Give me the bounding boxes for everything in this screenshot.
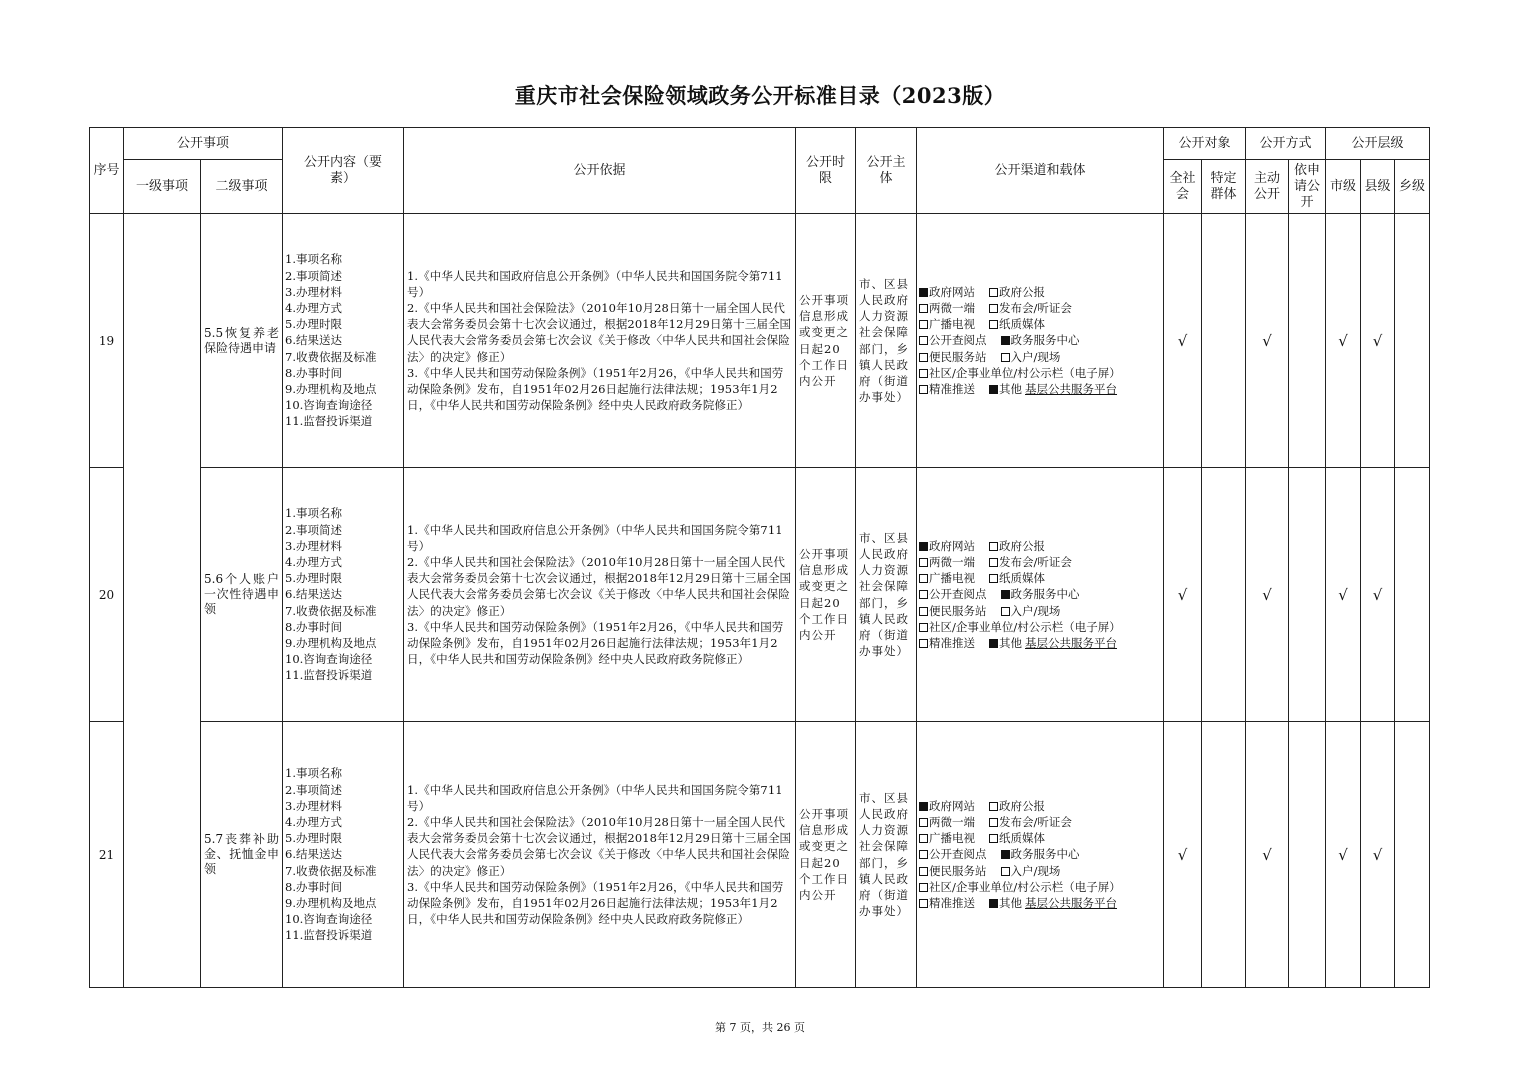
channel-option (1001, 863, 1061, 879)
check-target-all: √ (1164, 722, 1202, 988)
channel-label: 纸质媒体 (999, 317, 1046, 332)
check-target-specific (1202, 214, 1246, 468)
checked-box-icon (919, 288, 928, 297)
content-element: 8.办事时间 (285, 619, 342, 634)
channel-row (919, 300, 1163, 316)
checkbox-icon (989, 574, 998, 583)
content-element: 6.结果送达 (285, 587, 342, 602)
disclosure-time-limit: 公开事项信息形成或变更之日起20个工作日内公开 (796, 722, 856, 988)
check-level-town (1395, 214, 1430, 468)
table-row (90, 468, 1430, 722)
header-seq: 序号 (90, 128, 124, 214)
channel-option (919, 830, 975, 846)
content-element: 1.事项名称 (285, 766, 342, 781)
checked-box-icon (1001, 336, 1010, 345)
channel-row (919, 332, 1163, 348)
channel-option (1001, 846, 1080, 862)
channel-label: 两微一端 (929, 814, 976, 829)
checkbox-icon (919, 607, 928, 616)
checked-box-icon (989, 385, 998, 394)
disclosure-time-limit: 公开事项信息形成或变更之日起20个工作日内公开 (796, 214, 856, 468)
content-element: 9.办理机构及地点 (285, 896, 377, 910)
channel-label: 政府网站 (929, 284, 976, 299)
channel-option (989, 284, 1045, 300)
content-element: 7.收费依据及标准 (285, 603, 377, 618)
checkbox-icon (919, 867, 928, 876)
disclosure-channels (917, 468, 1164, 722)
channel-row (919, 586, 1163, 602)
check-method-active: √ (1246, 468, 1289, 722)
table-row (90, 214, 1430, 468)
channel-label: 公开查阅点 (929, 333, 987, 348)
channel-option (919, 895, 975, 911)
checkbox-icon (919, 385, 928, 394)
channel-label: 政务服务中心 (1010, 587, 1080, 602)
channel-option (989, 381, 1117, 397)
checkbox-icon (919, 623, 928, 632)
content-element: 5.办理时限 (285, 831, 342, 846)
check-level-county: √ (1361, 722, 1395, 988)
channel-label: 公开查阅点 (929, 587, 987, 602)
channel-label: 社区/企事业单位/村公示栏（电子屏） (929, 619, 1121, 634)
checkbox-icon (919, 574, 928, 583)
channel-label: 精准推送 (929, 636, 976, 650)
checkbox-icon (989, 288, 998, 297)
checkbox-icon (919, 558, 928, 567)
content-element: 3.办理材料 (285, 538, 342, 553)
row-seq: 21 (90, 722, 124, 988)
checkbox-icon (989, 558, 998, 567)
channel-label: 政府公报 (999, 798, 1046, 813)
content-element: 1.事项名称 (285, 506, 342, 521)
channel-label: 社区/企事业单位/村公示栏（电子屏） (929, 365, 1121, 380)
checkbox-icon (989, 304, 998, 313)
page-title: 重庆市社会保险领域政务公开标准目录（2023版） (514, 83, 1006, 108)
check-method-active: √ (1246, 214, 1289, 468)
channel-option (919, 603, 987, 619)
channel-option (919, 570, 975, 586)
check-level-city: √ (1326, 214, 1361, 468)
channel-label: 公开查阅点 (929, 847, 987, 862)
legal-basis: 1.《中华人民共和国政府信息公开条例》（中华人民共和国国务院令第711号） 2.《中华人民共和国社会保险法》（2010年10月28日第十一届全国人民代表大会常务委员会第十七次会议通过，根据2018年12月29日第十三届全国人民代表大会常务委员会第七次会议《关于修改〈中华人民共和国社会保险法〉的决定》修正） 3.《中华人民共和国劳动保险条例》（1951年2月26，《中华人民共和国劳动保险条例》发布，自1951年02月26日起施行法律法规；1953年1月2日，《中华人民共和国劳动保险条例》经中央人民政府政务院修正） (404, 214, 796, 468)
channel-label: 入户/现场 (1010, 863, 1061, 878)
checked-box-icon (1001, 850, 1010, 859)
header-target-all: 全社会 (1164, 160, 1202, 214)
channel-label: 广播电视 (929, 317, 976, 332)
channel-option (919, 798, 975, 814)
channel-label: 精准推送 (929, 382, 976, 396)
content-elements (283, 214, 404, 468)
channel-row (919, 365, 1163, 381)
channel-label: 其他 (999, 636, 1023, 650)
table-row (90, 722, 1430, 988)
check-target-specific (1202, 468, 1246, 722)
checkbox-icon (989, 834, 998, 843)
checked-box-icon (989, 899, 998, 908)
check-level-town (1395, 722, 1430, 988)
channel-label: 社区/企事业单位/村公示栏（电子屏） (929, 879, 1121, 894)
channel-option (919, 316, 975, 332)
channel-label: 广播电视 (929, 571, 976, 586)
channel-option (1001, 586, 1080, 602)
checkbox-icon (919, 834, 928, 843)
content-element: 6.结果送达 (285, 847, 342, 862)
header-level1: 一级事项 (124, 160, 201, 214)
channel-row (919, 895, 1163, 911)
channel-option (1001, 332, 1080, 348)
header-content: 公开内容（要素） (283, 128, 404, 214)
content-element: 10.咨询查询途径 (285, 398, 373, 413)
check-level-county: √ (1361, 214, 1395, 468)
channel-option (919, 365, 1121, 381)
legal-basis: 1.《中华人民共和国政府信息公开条例》（中华人民共和国国务院令第711号） 2.《中华人民共和国社会保险法》（2010年10月28日第十一届全国人民代表大会常务委员会第十七次会议通过，根据2018年12月29日第十三届全国人民代表大会常务委员会第七次会议《关于修改〈中华人民共和国社会保险法〉的决定》修正） 3.《中华人民共和国劳动保险条例》（1951年2月26，《中华人民共和国劳动保险条例》发布，自1951年02月26日起施行法律法规；1953年1月2日，《中华人民共和国劳动保险条例》经中央人民政府政务院修正） (404, 468, 796, 722)
channel-option (989, 798, 1045, 814)
channel-option (989, 895, 1117, 911)
channel-label: 政府公报 (999, 538, 1046, 553)
check-method-apply (1289, 722, 1326, 988)
channel-label: 便民服务站 (929, 863, 987, 878)
channel-option (1001, 349, 1061, 365)
content-element: 4.办理方式 (285, 814, 342, 829)
channel-option (1001, 603, 1061, 619)
check-method-active: √ (1246, 722, 1289, 988)
channel-option (919, 846, 987, 862)
content-element: 4.办理方式 (285, 300, 342, 315)
channel-option (919, 554, 975, 570)
channel-option (919, 349, 987, 365)
checkbox-icon (919, 850, 928, 859)
channel-label: 两微一端 (929, 300, 976, 315)
checkbox-icon (919, 353, 928, 362)
checkbox-icon (989, 542, 998, 551)
header-level-county: 县级 (1361, 160, 1395, 214)
channel-row (919, 863, 1163, 879)
content-element: 3.办理材料 (285, 284, 342, 299)
checkbox-icon (919, 590, 928, 599)
channel-row (919, 603, 1163, 619)
checkbox-icon (919, 899, 928, 908)
content-element: 11.监督投诉渠道 (285, 414, 373, 429)
content-element: 11.监督投诉渠道 (285, 928, 373, 943)
row-seq: 20 (90, 468, 124, 722)
check-method-apply (1289, 468, 1326, 722)
channel-label: 政务服务中心 (1010, 847, 1080, 862)
catalog-table (89, 127, 1430, 988)
header-method-apply: 依申请公开 (1289, 160, 1326, 214)
check-target-all: √ (1164, 468, 1202, 722)
channel-label: 政府公报 (999, 284, 1046, 299)
checkbox-icon (1001, 867, 1010, 876)
content-element: 11.监督投诉渠道 (285, 668, 373, 683)
checkbox-icon (919, 639, 928, 648)
level2-item: 5.7丧葬补助金、抚恤金申领 (201, 722, 283, 988)
checkbox-icon (989, 320, 998, 329)
channel-other-text: 基层公共服务平台 (1025, 636, 1118, 650)
disclosure-subject: 市、区县人民政府人力资源社会保障部门，乡镇人民政府（街道办事处） (856, 214, 917, 468)
check-level-city: √ (1326, 468, 1361, 722)
channel-row (919, 349, 1163, 365)
check-target-all: √ (1164, 214, 1202, 468)
channel-row (919, 570, 1163, 586)
checkbox-icon (989, 818, 998, 827)
header-level: 公开层级 (1326, 128, 1430, 160)
content-element: 4.办理方式 (285, 554, 342, 569)
channel-option (989, 554, 1072, 570)
channel-option (919, 586, 987, 602)
channel-label: 发布会/听证会 (999, 814, 1072, 829)
checked-box-icon (919, 802, 928, 811)
channel-label: 入户/现场 (1010, 603, 1061, 618)
header-level-city: 市级 (1326, 160, 1361, 214)
channel-row (919, 284, 1163, 300)
channel-row (919, 846, 1163, 862)
disclosure-time-limit: 公开事项信息形成或变更之日起20个工作日内公开 (796, 468, 856, 722)
header-method-active: 主动公开 (1246, 160, 1289, 214)
checkbox-icon (1001, 353, 1010, 362)
channel-row (919, 879, 1163, 895)
channel-label: 政府网站 (929, 798, 976, 813)
header-subject: 公开主体 (856, 128, 917, 214)
header-level2: 二级事项 (201, 160, 283, 214)
check-target-specific (1202, 722, 1246, 988)
header-level-town: 乡级 (1395, 160, 1430, 214)
check-level-city: √ (1326, 722, 1361, 988)
channel-label: 发布会/听证会 (999, 554, 1072, 569)
channel-label: 两微一端 (929, 554, 976, 569)
channel-label: 便民服务站 (929, 603, 987, 618)
channel-label: 其他 (999, 382, 1023, 396)
disclosure-subject: 市、区县人民政府人力资源社会保障部门，乡镇人民政府（街道办事处） (856, 468, 917, 722)
row-seq: 19 (90, 214, 124, 468)
channel-option (919, 300, 975, 316)
channel-row (919, 554, 1163, 570)
content-element: 9.办理机构及地点 (285, 636, 377, 650)
channel-row (919, 538, 1163, 554)
header-time: 公开时限 (796, 128, 856, 214)
channel-row (919, 316, 1163, 332)
checkbox-icon (919, 320, 928, 329)
channel-option (989, 538, 1045, 554)
check-level-county: √ (1361, 468, 1395, 722)
checked-box-icon (1001, 590, 1010, 599)
channel-label: 便民服务站 (929, 349, 987, 364)
channel-option (989, 635, 1117, 651)
content-element: 10.咨询查询途径 (285, 912, 373, 927)
content-element: 7.收费依据及标准 (285, 349, 377, 364)
header-method: 公开方式 (1246, 128, 1326, 160)
channel-option (989, 814, 1072, 830)
channel-option (919, 332, 987, 348)
content-element: 2.事项简述 (285, 268, 342, 283)
channel-option (989, 316, 1045, 332)
content-element: 8.办事时间 (285, 365, 342, 380)
checkbox-icon (919, 304, 928, 313)
checkbox-icon (1001, 607, 1010, 616)
page-footer: 第 7 页，共 26 页 (715, 1021, 805, 1034)
header-basis: 公开依据 (404, 128, 796, 214)
content-element: 1.事项名称 (285, 252, 342, 267)
checkbox-icon (919, 818, 928, 827)
channel-row (919, 635, 1163, 651)
channel-option (919, 538, 975, 554)
check-level-town (1395, 468, 1430, 722)
content-element: 2.事项简述 (285, 522, 342, 537)
channel-option (989, 570, 1045, 586)
channel-label: 纸质媒体 (999, 831, 1046, 846)
channel-other-text: 基层公共服务平台 (1025, 896, 1118, 910)
content-element: 7.收费依据及标准 (285, 863, 377, 878)
checked-box-icon (989, 639, 998, 648)
level1-item (124, 214, 201, 988)
content-element: 10.咨询查询途径 (285, 652, 373, 667)
channel-label: 精准推送 (929, 896, 976, 910)
channel-option (919, 879, 1121, 895)
channel-label: 广播电视 (929, 831, 976, 846)
checkbox-icon (919, 883, 928, 892)
disclosure-channels (917, 722, 1164, 988)
channel-option (919, 863, 987, 879)
checkbox-icon (989, 802, 998, 811)
level2-item: 5.6个人账户一次性待遇申领 (201, 468, 283, 722)
channel-label: 政务服务中心 (1010, 333, 1080, 348)
channel-row (919, 830, 1163, 846)
level2-item: 5.5恢复养老保险待遇申请 (201, 214, 283, 468)
channel-row (919, 619, 1163, 635)
channel-label: 入户/现场 (1010, 349, 1061, 364)
channel-label: 政府网站 (929, 538, 976, 553)
header-channel: 公开渠道和载体 (917, 128, 1164, 214)
content-element: 9.办理机构及地点 (285, 382, 377, 396)
channel-option (919, 619, 1121, 635)
header-target: 公开对象 (1164, 128, 1246, 160)
content-elements (283, 468, 404, 722)
disclosure-channels (917, 214, 1164, 468)
check-method-apply (1289, 214, 1326, 468)
content-element: 3.办理材料 (285, 798, 342, 813)
content-elements (283, 722, 404, 988)
header-target-specific: 特定群体 (1202, 160, 1246, 214)
channel-option (919, 814, 975, 830)
checkbox-icon (919, 369, 928, 378)
checked-box-icon (919, 542, 928, 551)
channel-other-text: 基层公共服务平台 (1025, 382, 1118, 396)
content-element: 5.办理时限 (285, 571, 342, 586)
channel-option (989, 830, 1045, 846)
channel-option (919, 635, 975, 651)
disclosure-subject: 市、区县人民政府人力资源社会保障部门，乡镇人民政府（街道办事处） (856, 722, 917, 988)
channel-label: 纸质媒体 (999, 571, 1046, 586)
content-element: 8.办事时间 (285, 879, 342, 894)
content-element: 6.结果送达 (285, 333, 342, 348)
content-element: 2.事项简述 (285, 782, 342, 797)
channel-row (919, 814, 1163, 830)
channel-option (919, 284, 975, 300)
content-element: 5.办理时限 (285, 317, 342, 332)
checkbox-icon (919, 336, 928, 345)
channel-row (919, 381, 1163, 397)
header-items: 公开事项 (124, 128, 283, 160)
channel-row (919, 798, 1163, 814)
channel-option (989, 300, 1072, 316)
channel-option (919, 381, 975, 397)
legal-basis: 1.《中华人民共和国政府信息公开条例》（中华人民共和国国务院令第711号） 2.《中华人民共和国社会保险法》（2010年10月28日第十一届全国人民代表大会常务委员会第十七次会议通过，根据2018年12月29日第十三届全国人民代表大会常务委员会第七次会议《关于修改〈中华人民共和国社会保险法〉的决定》修正） 3.《中华人民共和国劳动保险条例》（1951年2月26，《中华人民共和国劳动保险条例》发布，自1951年02月26日起施行法律法规；1953年1月2日，《中华人民共和国劳动保险条例》经中央人民政府政务院修正） (404, 722, 796, 988)
channel-label: 其他 (999, 896, 1023, 910)
channel-label: 发布会/听证会 (999, 300, 1072, 315)
